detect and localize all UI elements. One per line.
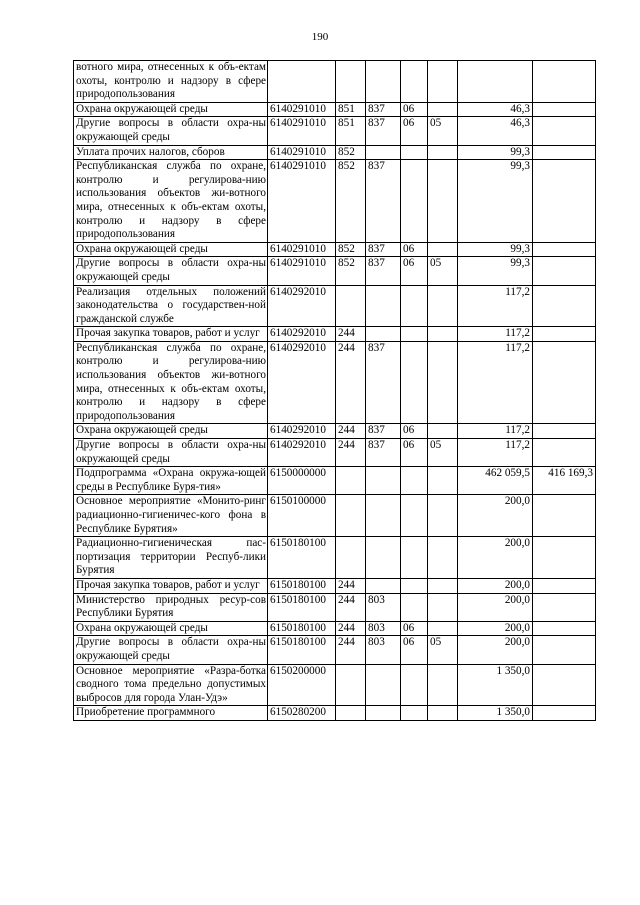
cell-name: Приобретение программного bbox=[74, 706, 268, 721]
cell-subsection bbox=[428, 285, 458, 327]
cell-amount-1: 117,2 bbox=[458, 424, 533, 439]
cell-amount-2 bbox=[533, 636, 596, 664]
table-row bbox=[74, 636, 596, 664]
cell-expense-type: 244 bbox=[336, 621, 366, 636]
cell-name: Республиканская служба по охране, контролю и регулирова-нию использования объектов жи-вотного мира, отнесенных к объ-ектам охоты, контролю и надзору в сфере природопользования bbox=[74, 160, 268, 243]
table-row bbox=[74, 145, 596, 160]
cell-target-code: 6150200000 bbox=[268, 664, 336, 706]
cell-amount-2 bbox=[533, 593, 596, 621]
cell-target-code: 6140291010 bbox=[268, 102, 336, 117]
cell-amount-1: 1 350,0 bbox=[458, 664, 533, 706]
cell-section bbox=[401, 467, 428, 495]
cell-ministry-code: 837 bbox=[366, 102, 401, 117]
cell-ministry-code bbox=[366, 706, 401, 721]
cell-section bbox=[401, 145, 428, 160]
cell-name: Министерство природных ресур-сов Республики Бурятия bbox=[74, 593, 268, 621]
cell-section bbox=[401, 327, 428, 342]
cell-amount-1: 99,3 bbox=[458, 145, 533, 160]
cell-section: 06 bbox=[401, 242, 428, 257]
cell-amount-2 bbox=[533, 61, 596, 103]
cell-ministry-code bbox=[366, 467, 401, 495]
cell-expense-type: 852 bbox=[336, 145, 366, 160]
cell-expense-type bbox=[336, 285, 366, 327]
table-row bbox=[74, 439, 596, 467]
cell-expense-type: 244 bbox=[336, 578, 366, 593]
cell-subsection bbox=[428, 242, 458, 257]
cell-name: Радиационно-гигиеническая пас-портизация территории Респуб-лики Бурятия bbox=[74, 537, 268, 579]
cell-name: Охрана окружающей среды bbox=[74, 424, 268, 439]
cell-name: Охрана окружающей среды bbox=[74, 242, 268, 257]
cell-section bbox=[401, 495, 428, 537]
cell-ministry-code bbox=[366, 145, 401, 160]
cell-amount-1: 99,3 bbox=[458, 160, 533, 243]
table-row bbox=[74, 467, 596, 495]
budget-table-body bbox=[74, 61, 596, 721]
cell-ministry-code bbox=[366, 664, 401, 706]
cell-subsection bbox=[428, 145, 458, 160]
cell-target-code: 6140292010 bbox=[268, 439, 336, 467]
cell-section: 06 bbox=[401, 257, 428, 285]
cell-target-code: 6150000000 bbox=[268, 467, 336, 495]
cell-target-code: 6140291010 bbox=[268, 257, 336, 285]
table-row bbox=[74, 578, 596, 593]
cell-ministry-code: 837 bbox=[366, 257, 401, 285]
cell-section bbox=[401, 664, 428, 706]
table-row bbox=[74, 664, 596, 706]
cell-amount-2 bbox=[533, 145, 596, 160]
cell-section bbox=[401, 706, 428, 721]
cell-target-code: 6150180100 bbox=[268, 537, 336, 579]
cell-expense-type bbox=[336, 664, 366, 706]
cell-subsection bbox=[428, 61, 458, 103]
cell-amount-1: 200,0 bbox=[458, 578, 533, 593]
cell-subsection bbox=[428, 160, 458, 243]
table-row bbox=[74, 327, 596, 342]
table-row bbox=[74, 593, 596, 621]
cell-name: Прочая закупка товаров, работ и услуг bbox=[74, 327, 268, 342]
cell-expense-type: 244 bbox=[336, 593, 366, 621]
cell-ministry-code: 837 bbox=[366, 117, 401, 145]
cell-ministry-code: 803 bbox=[366, 593, 401, 621]
cell-subsection bbox=[428, 664, 458, 706]
cell-amount-2 bbox=[533, 160, 596, 243]
cell-name: Другие вопросы в области охра-ны окружающей среды bbox=[74, 439, 268, 467]
cell-ministry-code: 837 bbox=[366, 341, 401, 424]
table-row bbox=[74, 257, 596, 285]
cell-expense-type: 851 bbox=[336, 117, 366, 145]
cell-amount-1: 117,2 bbox=[458, 327, 533, 342]
table-row bbox=[74, 242, 596, 257]
cell-target-code: 6150180100 bbox=[268, 636, 336, 664]
cell-amount-2 bbox=[533, 424, 596, 439]
cell-section: 06 bbox=[401, 621, 428, 636]
cell-name: Охрана окружающей среды bbox=[74, 621, 268, 636]
table-row bbox=[74, 424, 596, 439]
cell-amount-2 bbox=[533, 578, 596, 593]
cell-amount-1: 117,2 bbox=[458, 341, 533, 424]
cell-amount-2 bbox=[533, 257, 596, 285]
cell-amount-2 bbox=[533, 117, 596, 145]
cell-subsection bbox=[428, 467, 458, 495]
cell-expense-type: 852 bbox=[336, 242, 366, 257]
cell-subsection bbox=[428, 102, 458, 117]
cell-expense-type: 852 bbox=[336, 160, 366, 243]
table-row bbox=[74, 621, 596, 636]
cell-name: Другие вопросы в области охра-ны окружающей среды bbox=[74, 257, 268, 285]
cell-amount-2 bbox=[533, 495, 596, 537]
cell-target-code: 6150180100 bbox=[268, 578, 336, 593]
cell-section: 06 bbox=[401, 439, 428, 467]
cell-amount-2 bbox=[533, 537, 596, 579]
cell-amount-1: 200,0 bbox=[458, 593, 533, 621]
cell-section bbox=[401, 537, 428, 579]
cell-subsection bbox=[428, 578, 458, 593]
cell-amount-1: 462 059,5 bbox=[458, 467, 533, 495]
table-row bbox=[74, 61, 596, 103]
cell-subsection bbox=[428, 341, 458, 424]
cell-ministry-code bbox=[366, 61, 401, 103]
cell-amount-1: 99,3 bbox=[458, 257, 533, 285]
cell-target-code: 6140291010 bbox=[268, 160, 336, 243]
cell-amount-2 bbox=[533, 664, 596, 706]
cell-name: Уплата прочих налогов, сборов bbox=[74, 145, 268, 160]
cell-amount-1: 46,3 bbox=[458, 102, 533, 117]
cell-ministry-code bbox=[366, 327, 401, 342]
cell-expense-type: 851 bbox=[336, 102, 366, 117]
cell-ministry-code bbox=[366, 495, 401, 537]
table-row bbox=[74, 341, 596, 424]
cell-target-code: 6140291010 bbox=[268, 145, 336, 160]
cell-name: Прочая закупка товаров, работ и услуг bbox=[74, 578, 268, 593]
cell-name: Реализация отдельных положений законодательства о государствен-ной гражданской службе bbox=[74, 285, 268, 327]
table-row bbox=[74, 706, 596, 721]
cell-subsection: 05 bbox=[428, 636, 458, 664]
cell-subsection: 05 bbox=[428, 439, 458, 467]
cell-amount-1: 1 350,0 bbox=[458, 706, 533, 721]
cell-ministry-code: 803 bbox=[366, 636, 401, 664]
cell-amount-2 bbox=[533, 706, 596, 721]
cell-subsection bbox=[428, 621, 458, 636]
cell-name: Республиканская служба по охране, контролю и регулирова-нию использования объектов жи-вотного мира, отнесенных к объ-ектам охоты, контролю и надзору в сфере природопользования bbox=[74, 341, 268, 424]
cell-target-code: 6140291010 bbox=[268, 117, 336, 145]
cell-ministry-code: 837 bbox=[366, 160, 401, 243]
cell-name: Другие вопросы в области охра-ны окружающей среды bbox=[74, 636, 268, 664]
cell-subsection bbox=[428, 593, 458, 621]
cell-amount-1 bbox=[458, 61, 533, 103]
cell-name: вотного мира, отнесенных к объ-ектам охоты, контролю и надзору в сфере природопользования bbox=[74, 61, 268, 103]
cell-ministry-code: 803 bbox=[366, 621, 401, 636]
cell-section: 06 bbox=[401, 102, 428, 117]
cell-name: Другие вопросы в области охра-ны окружающей среды bbox=[74, 117, 268, 145]
cell-target-code: 6140292010 bbox=[268, 285, 336, 327]
page-number: 190 bbox=[311, 31, 329, 43]
cell-amount-1: 117,2 bbox=[458, 285, 533, 327]
cell-section bbox=[401, 160, 428, 243]
cell-target-code: 6140291010 bbox=[268, 242, 336, 257]
cell-name: Основное мероприятие «Разра-ботка сводного тома предельно допустимых выбросов для города Улан-Удэ» bbox=[74, 664, 268, 706]
cell-amount-1: 117,2 bbox=[458, 439, 533, 467]
cell-section: 06 bbox=[401, 636, 428, 664]
cell-expense-type: 244 bbox=[336, 424, 366, 439]
table-row bbox=[74, 495, 596, 537]
cell-amount-1: 200,0 bbox=[458, 537, 533, 579]
cell-section bbox=[401, 341, 428, 424]
cell-section bbox=[401, 285, 428, 327]
cell-ministry-code: 837 bbox=[366, 242, 401, 257]
table-row bbox=[74, 117, 596, 145]
cell-target-code: 6140292010 bbox=[268, 424, 336, 439]
cell-expense-type bbox=[336, 467, 366, 495]
cell-amount-2: 416 169,3 bbox=[533, 467, 596, 495]
cell-expense-type: 244 bbox=[336, 327, 366, 342]
cell-amount-2 bbox=[533, 327, 596, 342]
cell-expense-type: 244 bbox=[336, 439, 366, 467]
cell-ministry-code: 837 bbox=[366, 439, 401, 467]
cell-amount-2 bbox=[533, 242, 596, 257]
cell-ministry-code bbox=[366, 285, 401, 327]
cell-amount-1: 200,0 bbox=[458, 621, 533, 636]
cell-ministry-code: 837 bbox=[366, 424, 401, 439]
cell-amount-2 bbox=[533, 621, 596, 636]
cell-amount-2 bbox=[533, 102, 596, 117]
cell-target-code: 6140292010 bbox=[268, 327, 336, 342]
table-row bbox=[74, 160, 596, 243]
cell-target-code: 6150100000 bbox=[268, 495, 336, 537]
cell-section bbox=[401, 593, 428, 621]
cell-subsection: 05 bbox=[428, 117, 458, 145]
cell-amount-1: 99,3 bbox=[458, 242, 533, 257]
cell-name: Охрана окружающей среды bbox=[74, 102, 268, 117]
cell-name: Подпрограмма «Охрана окружа-ющей среды в Республике Буря-тия» bbox=[74, 467, 268, 495]
table-row bbox=[74, 285, 596, 327]
cell-target-code: 6140292010 bbox=[268, 341, 336, 424]
cell-section bbox=[401, 61, 428, 103]
cell-expense-type bbox=[336, 495, 366, 537]
cell-amount-1: 200,0 bbox=[458, 636, 533, 664]
table-row bbox=[74, 102, 596, 117]
cell-subsection: 05 bbox=[428, 257, 458, 285]
cell-expense-type: 244 bbox=[336, 636, 366, 664]
cell-expense-type: 244 bbox=[336, 341, 366, 424]
cell-ministry-code bbox=[366, 537, 401, 579]
cell-amount-1: 46,3 bbox=[458, 117, 533, 145]
cell-amount-2 bbox=[533, 439, 596, 467]
cell-name: Основное мероприятие «Монито-ринг радиационно-гигиеничес-кого фона в Республике Бурятия» bbox=[74, 495, 268, 537]
cell-subsection bbox=[428, 706, 458, 721]
cell-amount-2 bbox=[533, 341, 596, 424]
cell-target-code: 6150180100 bbox=[268, 593, 336, 621]
cell-target-code bbox=[268, 61, 336, 103]
cell-expense-type: 852 bbox=[336, 257, 366, 285]
cell-ministry-code bbox=[366, 578, 401, 593]
cell-amount-2 bbox=[533, 285, 596, 327]
cell-subsection bbox=[428, 327, 458, 342]
cell-subsection bbox=[428, 424, 458, 439]
cell-section: 06 bbox=[401, 117, 428, 145]
cell-section bbox=[401, 578, 428, 593]
cell-expense-type bbox=[336, 537, 366, 579]
budget-table bbox=[73, 60, 596, 721]
cell-subsection bbox=[428, 495, 458, 537]
table-row bbox=[74, 537, 596, 579]
cell-target-code: 6150180100 bbox=[268, 621, 336, 636]
cell-subsection bbox=[428, 537, 458, 579]
cell-expense-type bbox=[336, 61, 366, 103]
cell-amount-1: 200,0 bbox=[458, 495, 533, 537]
cell-target-code: 6150280200 bbox=[268, 706, 336, 721]
cell-expense-type bbox=[336, 706, 366, 721]
cell-section: 06 bbox=[401, 424, 428, 439]
